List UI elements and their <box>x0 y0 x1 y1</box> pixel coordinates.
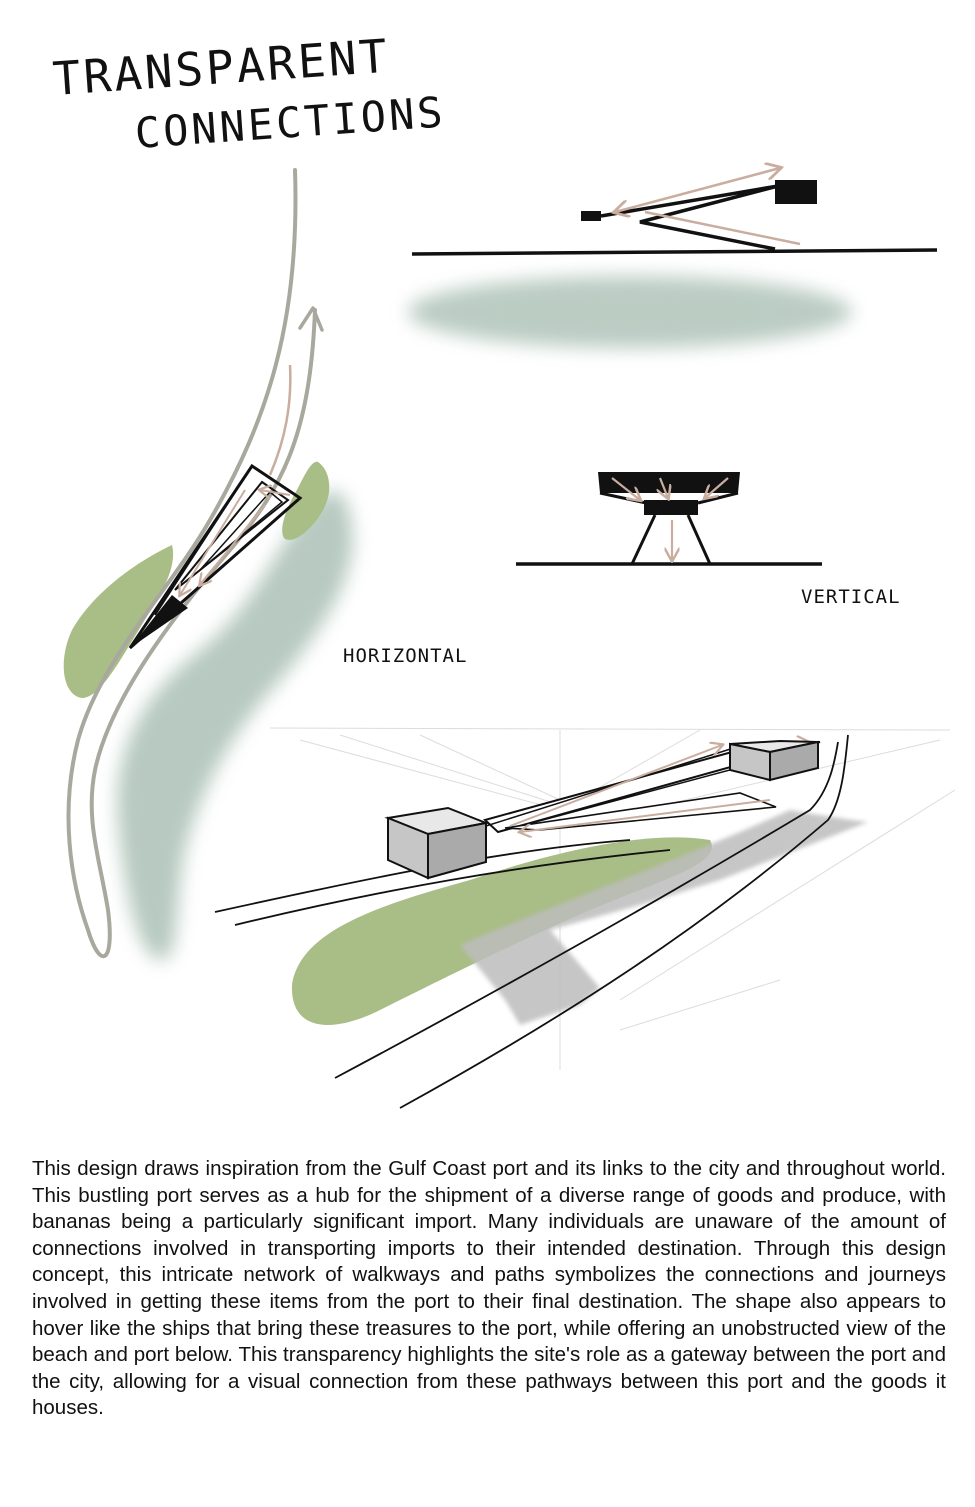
path-arrowhead <box>300 308 322 330</box>
title <box>51 29 447 158</box>
pavilion-box-left <box>388 808 486 878</box>
vertical-mid-deck <box>644 500 698 515</box>
ramp-walkway <box>601 186 778 249</box>
pavilion-box-right <box>730 741 818 780</box>
water-wash-right <box>408 276 852 348</box>
upper-block-small <box>581 211 601 221</box>
upper-block-large <box>775 180 817 204</box>
title-line-2: CONNECTIONS <box>133 87 448 158</box>
perspective-sketch <box>215 728 955 1108</box>
vertical-label: VERTICAL <box>801 586 901 608</box>
horizontal-label: HORIZONTAL <box>343 645 468 667</box>
concept-description: This design draws inspiration from the Gulf Coast port and its links to the city and throughout world. This bustling port serves as a hub for the shipment of a diverse range of goods and produce, with bananas being a particularly significant import. Many individuals are unaware of the amount of connections involved in transporting imports to their intended destination. Through this design concept, this intricate network of walkways and paths symbolizes the connections and journeys involved in getting these items from the port to their final destination. The shape also appears to hover like the ships that bring these treasures to the port, while offering an unobstructed view of the beach and port below. This transparency highlights the site's role as a gateway between the port and the city, allowing for a visual connection from these pathways between this port and the goods it houses. <box>32 1157 946 1420</box>
vertical-diagram <box>516 472 901 608</box>
title-line-1: TRANSPARENT <box>51 28 392 106</box>
ground-line-upper <box>412 250 937 254</box>
section-diagram <box>408 168 937 348</box>
